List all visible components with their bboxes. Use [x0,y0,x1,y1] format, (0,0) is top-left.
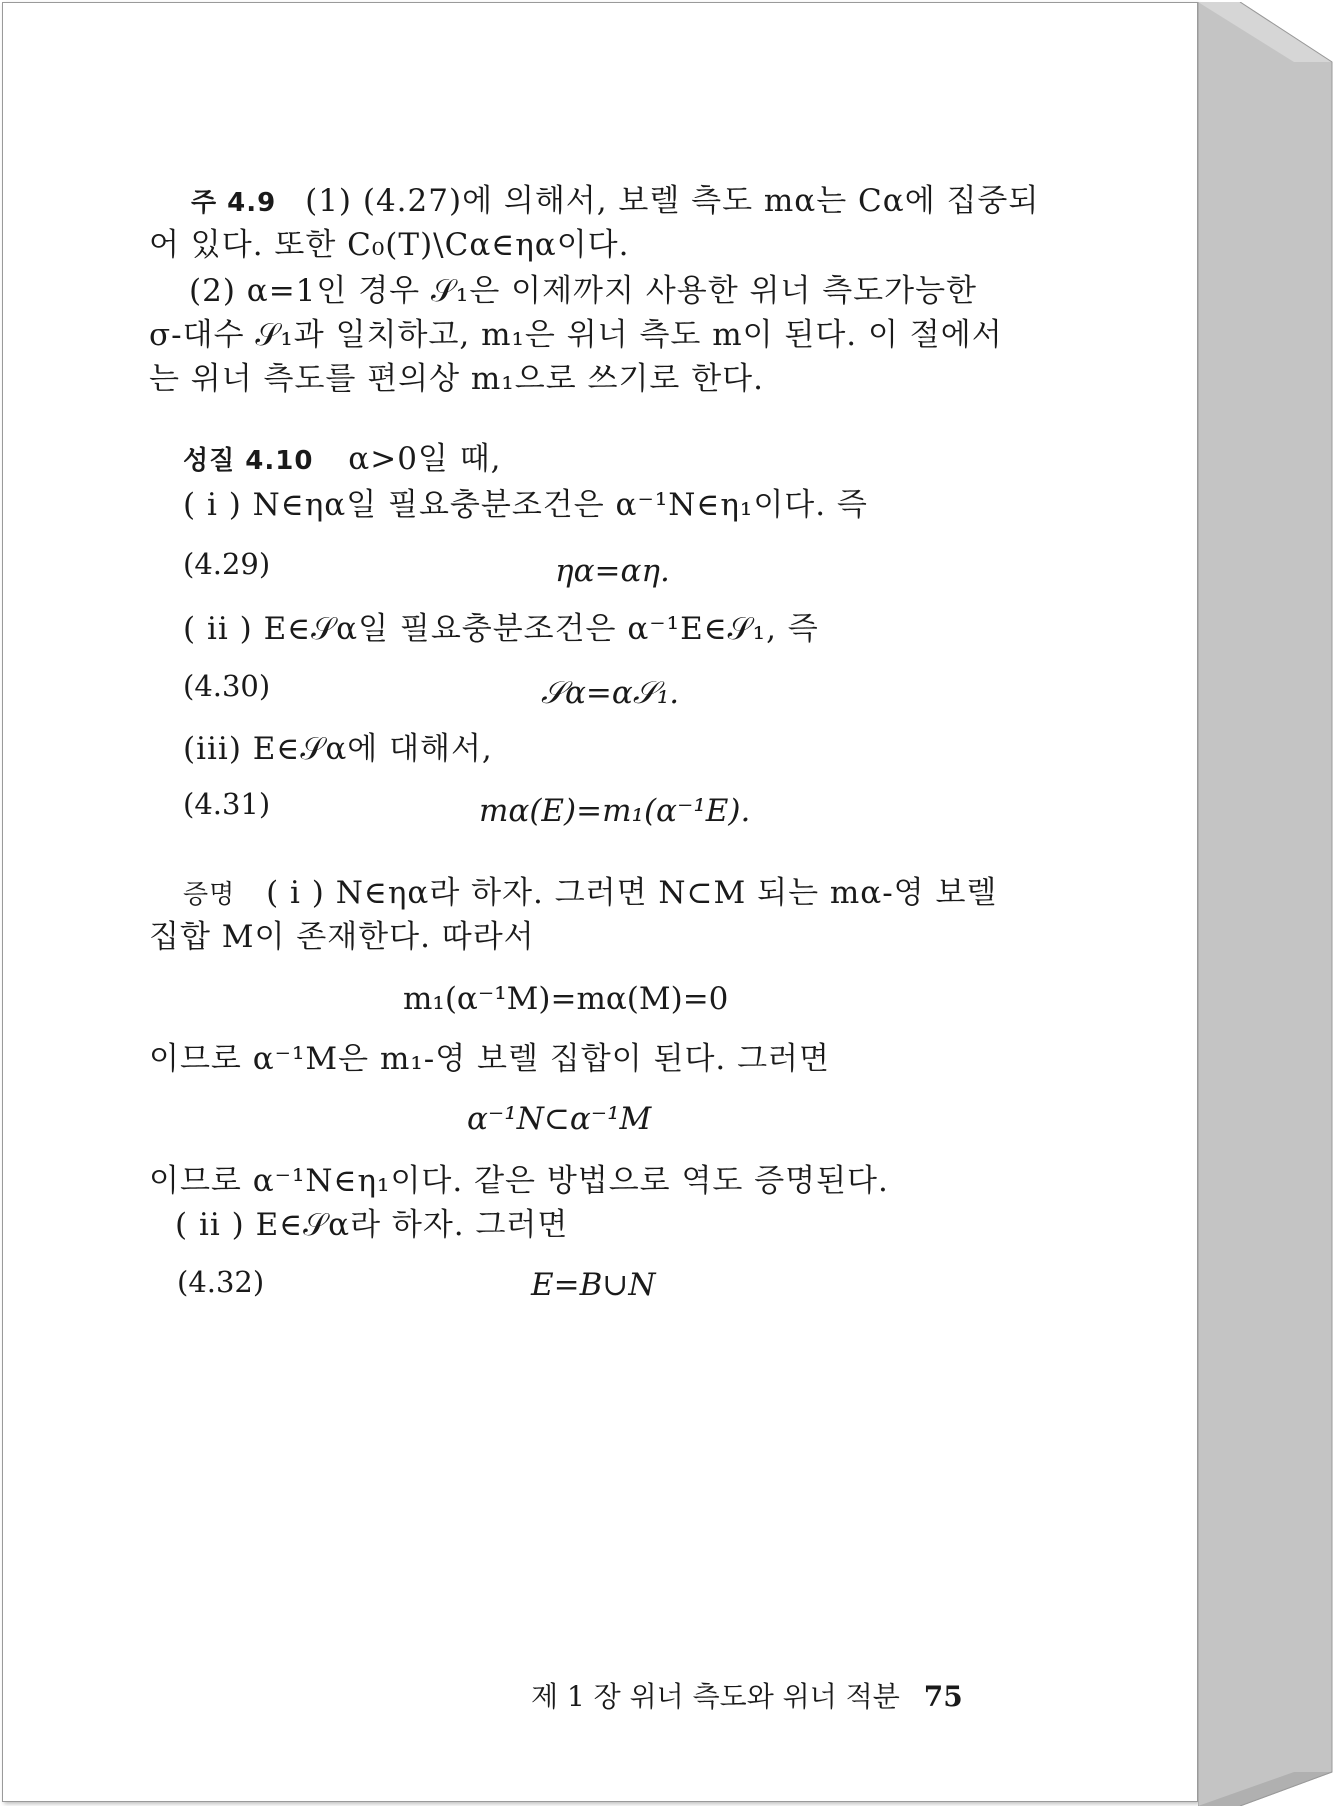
proof-text-1: ( i ) N∈ηα라 하자. 그러면 N⊂M 되는 mα-영 보렐 [266,875,998,911]
proof-line-1 [183,873,997,915]
property-header [183,439,502,481]
equation-number-4-30: (4.30) [183,669,271,703]
remark-label: 주 4.9 [191,188,277,218]
remark-text-1: (1) (4.27)에 의해서, 보렐 측도 mα는 Cα에 집중되 [305,183,1040,219]
equation-4-29: ηα=αη. [555,553,670,589]
chapter-title: 제 1 장 위너 측도와 위너 적분 [531,1680,900,1713]
equation-4-32: E=B∪N [531,1267,656,1303]
book-edge-shape [1198,2,1334,1806]
property-intro: α>0일 때, [348,441,502,477]
book-page [2,2,1198,1802]
property-item-2: ( ii ) E∈𝒮α일 필요충분조건은 α⁻¹E∈𝒮₁, 즉 [183,611,819,647]
remark-line-5: 는 위너 측도를 편의상 m₁으로 쓰기로 한다. [149,361,764,397]
equation-4-30: 𝒮α=α𝒮₁. [541,675,680,711]
equation-number-4-32: (4.32) [177,1265,265,1299]
property-item-1: ( i ) N∈ηα일 필요충분조건은 α⁻¹N∈η₁이다. 즉 [183,487,868,523]
remark-line-1 [191,181,1039,223]
equation-4-31: mα(E)=m₁(α⁻¹E). [479,793,751,829]
remark-line-3: (2) α=1인 경우 𝒮₁은 이제까지 사용한 위너 측도가능한 [189,273,977,309]
proof-label: 증명 [183,880,236,910]
equation-proof-b: α⁻¹N⊂α⁻¹M [467,1101,652,1137]
proof-line-4: 이므로 α⁻¹N∈η₁이다. 같은 방법으로 역도 증명된다. [149,1163,889,1199]
property-item-3: (iii) E∈𝒮α에 대해서, [183,731,493,767]
proof-line-5: ( ii ) E∈𝒮α라 하자. 그러면 [175,1207,569,1243]
equation-proof-a: m₁(α⁻¹M)=mα(M)=0 [403,981,729,1017]
equation-number-4-31: (4.31) [183,787,271,821]
equation-number-4-29: (4.29) [183,547,271,581]
remark-line-2: 어 있다. 또한 C₀(T)\Cα∈ηα이다. [149,227,630,263]
page-footer [531,1675,963,1715]
proof-line-2: 집합 M이 존재한다. 따라서 [149,919,535,955]
property-label: 성질 4.10 [183,446,314,476]
proof-line-3: 이므로 α⁻¹M은 m₁-영 보렐 집합이 된다. 그러면 [149,1041,830,1077]
remark-line-4: σ-대수 𝒮₁과 일치하고, m₁은 위너 측도 m이 된다. 이 절에서 [149,317,1003,353]
page-number: 75 [923,1680,963,1713]
